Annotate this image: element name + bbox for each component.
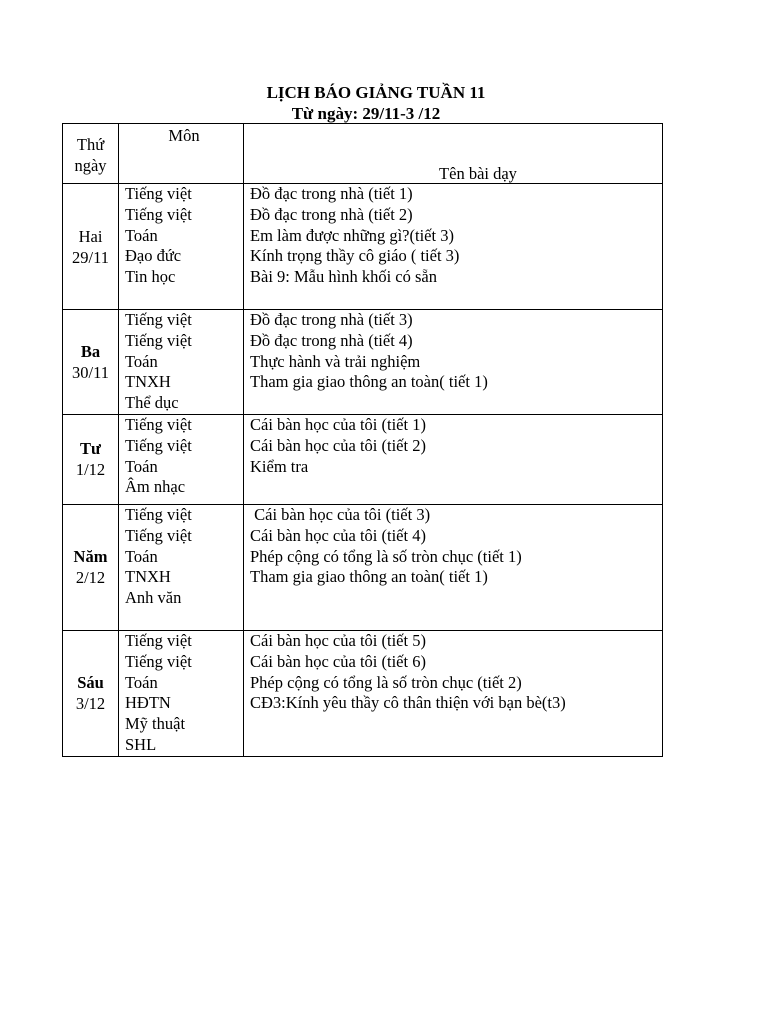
subject-item: Tin học [125,267,176,287]
lessons-cell [244,630,663,756]
subjects-cell [119,310,244,415]
lesson-item: Cái bàn học của tôi (tiết 2) [250,435,426,455]
day-cell [63,630,119,756]
header-day [63,124,119,184]
subject-item: Toán [125,546,158,566]
subject-item: Tiếng việt [125,330,192,350]
schedule-table [62,123,663,757]
subject-item: Anh văn [125,588,182,608]
subject-item: Tiếng việt [125,435,192,455]
header-lesson [244,124,663,184]
subject-item: Toán [125,351,158,371]
subject-item: Toán [125,456,158,476]
subjects-cell [119,630,244,756]
subject-item: Tiếng việt [125,184,192,203]
table-row [63,414,663,504]
table-row [63,630,663,756]
lesson-item: Cái bàn học của tôi (tiết 3) [250,504,431,524]
day-cell [63,184,119,310]
lesson-item: Thực hành và trải nghiệm [250,351,421,371]
day-cell [63,310,119,415]
table-row [63,504,663,630]
subject-item: Tiếng việt [125,504,192,524]
subject-item: Tiếng việt [125,310,192,329]
header-day-line1: Thứ [76,135,105,154]
subject-item: Toán [125,225,158,245]
lesson-item: Em làm được những gì?(tiết 3) [250,225,454,245]
day-name: Sáu [77,673,104,693]
day-date: 3/12 [75,694,106,714]
lesson-item: Đồ đạc trong nhà (tiết 3) [250,310,413,329]
subject-item: Tiếng việt [125,204,192,224]
subject-item: SHL [125,734,157,754]
subjects-cell [119,414,244,504]
lessons-cell [244,310,663,415]
subject-item: Âm nhạc [125,477,186,497]
lesson-item: Kính trọng thầy cô giáo ( tiết 3) [250,246,460,266]
lesson-item: Bài 9: Mẫu hình khối có sẵn [250,267,437,287]
subjects-cell [119,504,244,630]
lesson-item: Cái bàn học của tôi (tiết 5) [250,630,426,650]
lessons-cell [244,504,663,630]
day-cell [63,504,119,630]
lesson-item: Đồ đạc trong nhà (tiết 4) [250,330,413,350]
document-title: LỊCH BÁO GIẢNG TUẦN 11 [266,83,486,102]
subject-item: HĐTN [125,693,171,713]
day-name: Ba [80,341,101,361]
subjects-cell [119,184,244,310]
subject-item: Tiếng việt [125,651,192,671]
lesson-item: Cái bàn học của tôi (tiết 4) [250,525,426,545]
day-date: 1/12 [75,460,106,480]
subject-item: Tiếng việt [125,630,192,650]
lessons-cell [244,414,663,504]
lessons-cell [244,184,663,310]
header-lesson-label: Tên bài dạy [439,164,517,183]
day-date: 29/11 [72,247,109,267]
lesson-item: Tham gia giao thông an toàn( tiết 1) [250,567,488,587]
lesson-item: Đồ đạc trong nhà (tiết 1) [250,184,413,203]
day-name: Tư [80,439,101,459]
lesson-item: Tham gia giao thông an toàn( tiết 1) [250,372,488,392]
table-row [63,310,663,415]
subject-item: Thể dục [125,393,179,413]
lesson-item: Kiểm tra [250,456,309,476]
subject-item: Toán [125,672,158,692]
lesson-item: CĐ3:Kính yêu thầy cô thân thiện với bạn bè(t3) [250,693,566,713]
subject-item: TNXH [125,372,171,392]
subject-item: Mỹ thuật [125,714,186,734]
day-cell [63,414,119,504]
header-subject: Môn [119,124,244,184]
header-day-line2: ngày [74,156,107,175]
header-row [63,124,663,184]
day-date: 2/12 [75,568,106,588]
document-subtitle: Từ ngày: 29/11-3 /12 [291,104,441,123]
day-name: Hai [78,226,103,246]
lesson-item: Phép cộng có tổng là số tròn chục (tiết 2) [250,672,522,692]
subject-item: TNXH [125,567,171,587]
lesson-item: Phép cộng có tổng là số tròn chục (tiết 1) [250,546,522,566]
day-name: Năm [73,547,108,567]
lesson-item: Cái bàn học của tôi (tiết 1) [250,414,426,434]
table-row [63,184,663,310]
subject-item: Tiếng việt [125,414,192,434]
subject-item: Đạo đức [125,246,182,266]
day-date: 30/11 [72,362,109,382]
lesson-item: Đồ đạc trong nhà (tiết 2) [250,204,413,224]
subject-item: Tiếng việt [125,525,192,545]
lesson-item: Cái bàn học của tôi (tiết 6) [250,651,426,671]
